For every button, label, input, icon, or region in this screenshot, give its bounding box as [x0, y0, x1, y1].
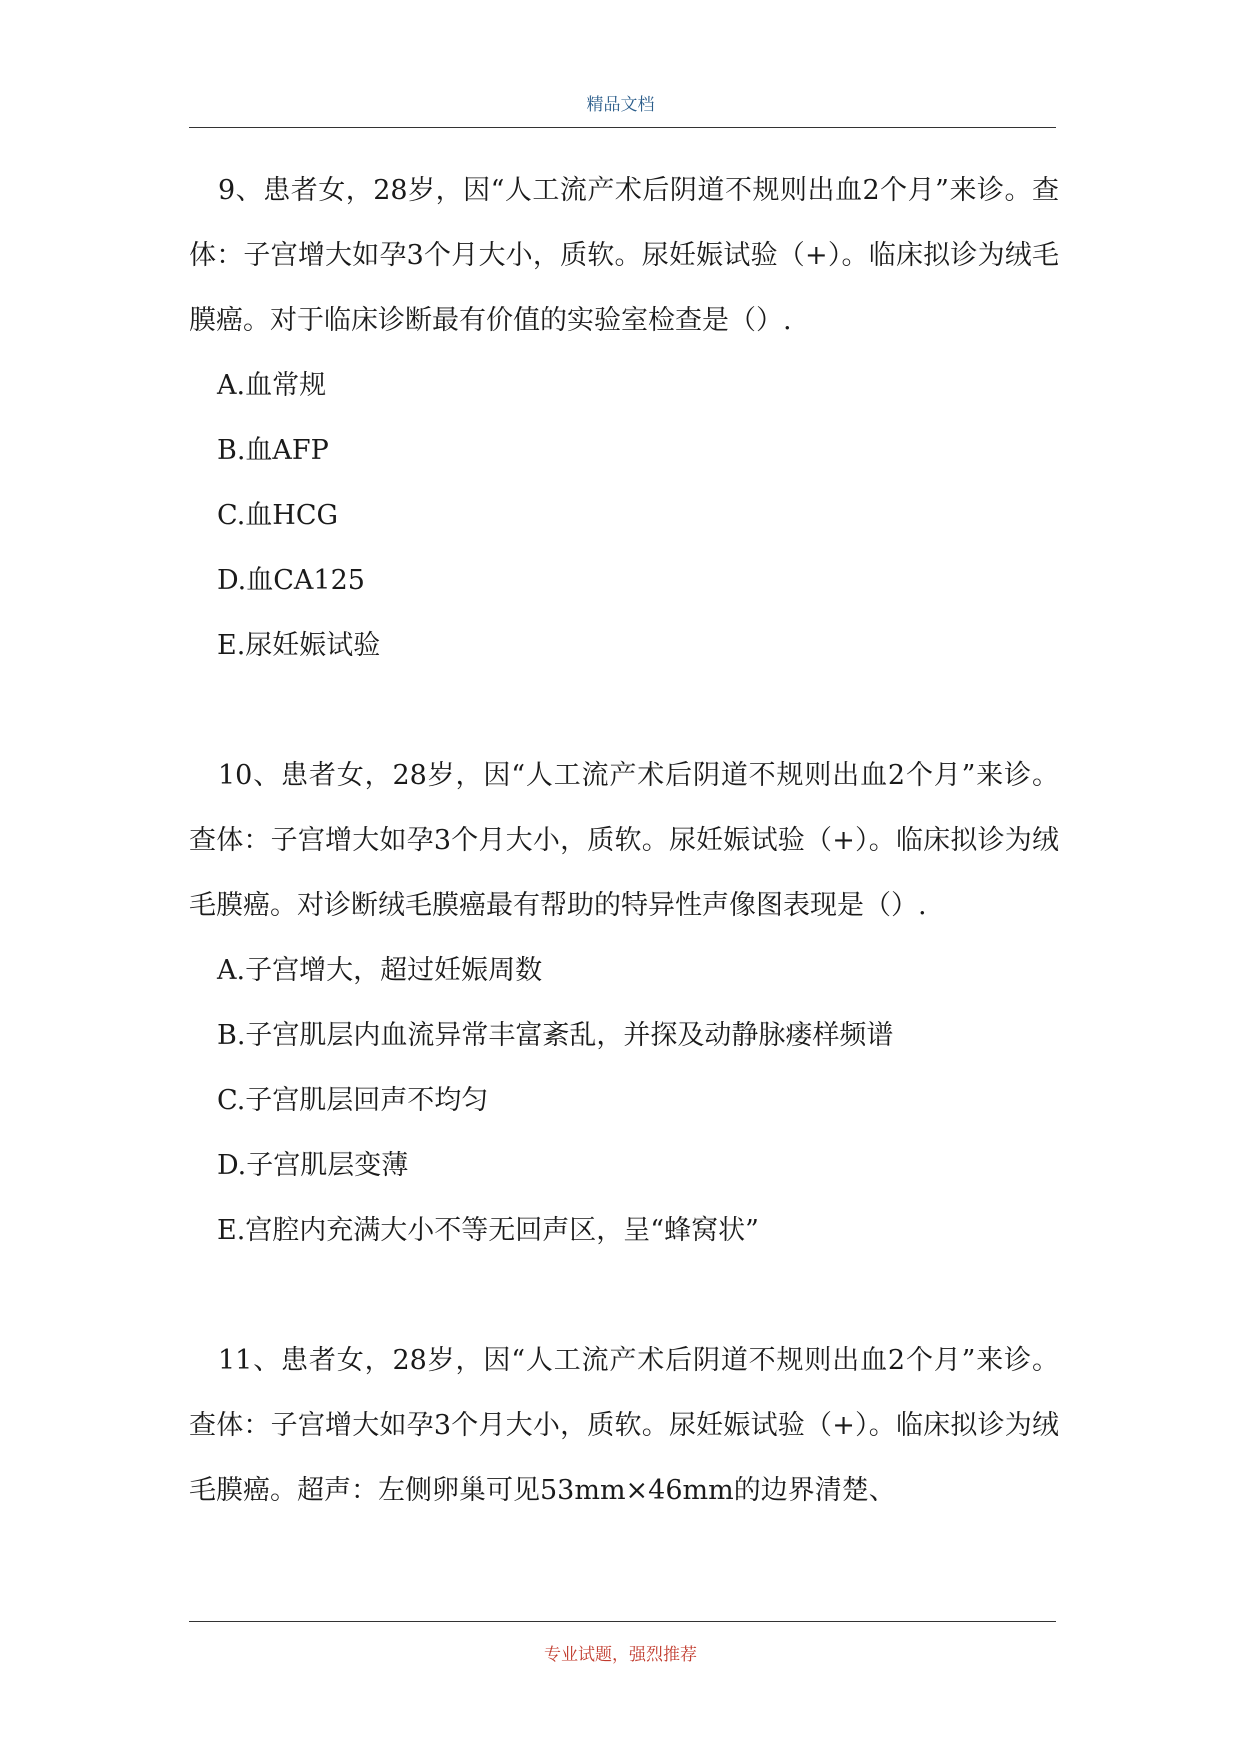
page-footer: 专业试题，强烈推荐 [544, 1645, 697, 1665]
page-header: 精品文档 [586, 95, 655, 115]
question-10-option-b: B.子宫肌层内血流异常丰富紊乱，并探及动静脉瘘样频谱 [217, 1020, 894, 1051]
question-11-stem: 11、患者女，28岁，因“人工流产术后阴道不规则出血2个月”来诊。查体：子宫增大如孕3个月大小，质软。尿妊娠试验（+）。临床拟诊为绒毛膜癌。超声：左侧卵巢可见53mm×46mm的边界清楚、 [189, 1345, 1059, 1506]
question-9-option-c: C.血HCG [217, 500, 339, 531]
footer-divider [189, 1621, 1056, 1622]
question-spacer [189, 678, 1059, 743]
question-10-option-d: D.子宫肌层变薄 [217, 1150, 409, 1181]
question-9-option-b: B.血AFP [217, 435, 329, 466]
document-body [189, 158, 1059, 1523]
question-10-option-e: E.宫腔内充满大小不等无回声区，呈“蜂窝状” [217, 1215, 759, 1246]
question-9-option-a: A.血常规 [217, 370, 327, 401]
question-9-option-e: E.尿妊娠试验 [217, 630, 381, 661]
question-10-stem: 10、患者女，28岁，因“人工流产术后阴道不规则出血2个月”来诊。查体：子宫增大如孕3个月大小，质软。尿妊娠试验（+）。临床拟诊为绒毛膜癌。对诊断绒毛膜癌最有帮助的特异性声像图表现是（）. [189, 760, 1059, 921]
header-divider [189, 127, 1056, 128]
question-9-stem: 9、患者女，28岁，因“人工流产术后阴道不规则出血2个月”来诊。查体：子宫增大如孕3个月大小，质软。尿妊娠试验（+）。临床拟诊为绒毛膜癌。对于临床诊断最有价值的实验室检查是（）. [189, 175, 1059, 336]
question-9-option-d: D.血CA125 [217, 565, 365, 596]
question-10-option-c: C.子宫肌层回声不均匀 [217, 1085, 489, 1116]
question-spacer [189, 1263, 1059, 1328]
question-10-option-a: A.子宫增大，超过妊娠周数 [217, 955, 543, 986]
